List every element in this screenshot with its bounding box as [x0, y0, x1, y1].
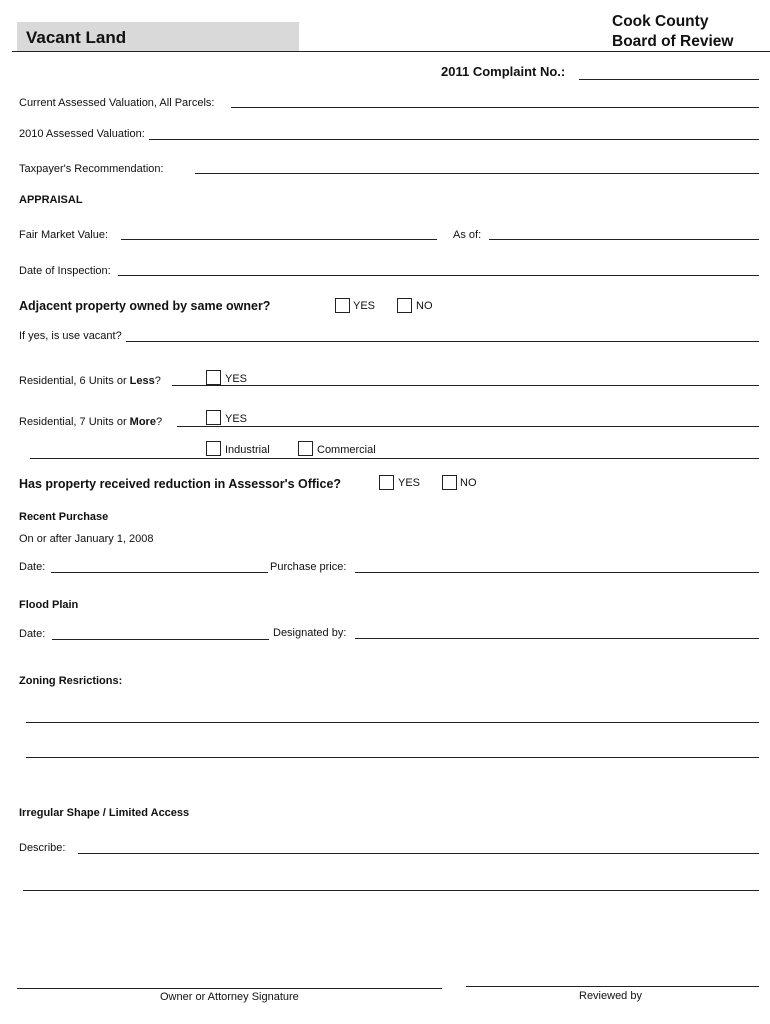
property-type-line [30, 458, 759, 459]
flood-date-label: Date: [19, 628, 46, 640]
assessed-2010-label: 2010 Assessed Valuation: [19, 128, 145, 140]
adjacent-yes-checkbox[interactable] [335, 298, 350, 313]
as-of-label: As of: [453, 229, 482, 241]
header-divider [12, 51, 770, 52]
residential-6-yes-checkbox[interactable] [206, 370, 221, 385]
adjacent-no-label: NO [416, 300, 433, 312]
fair-market-value-label: Fair Market Value: [19, 229, 109, 241]
adjacent-no-checkbox[interactable] [397, 298, 412, 313]
describe-field-line1[interactable] [78, 853, 759, 854]
org-name-line1: Cook County [612, 13, 709, 30]
purchase-date-label: Date: [19, 561, 46, 573]
date-of-inspection-label: Date of Inspection: [19, 265, 111, 277]
residential-7-field[interactable] [177, 426, 759, 427]
flood-plain-heading: Flood Plain [19, 599, 79, 611]
reviewed-by-label: Reviewed by [579, 990, 642, 1002]
designated-by-label: Designated by: [273, 627, 347, 639]
purchase-price-label: Purchase price: [270, 561, 347, 573]
complaint-number-field[interactable] [579, 79, 759, 80]
fair-market-value-field[interactable] [121, 239, 437, 240]
as-of-field[interactable] [489, 239, 759, 240]
describe-label: Describe: [19, 842, 66, 854]
industrial-label: Industrial [225, 444, 270, 456]
describe-field-line2[interactable] [23, 890, 759, 891]
residential-6-label: Residential, 6 Units or Less? [19, 375, 161, 387]
reduction-yes-checkbox[interactable] [379, 475, 394, 490]
zoning-field-line2[interactable] [26, 757, 759, 758]
residential-7-label: Residential, 7 Units or More? [19, 416, 163, 428]
appraisal-heading: APPRAISAL [19, 194, 83, 206]
adjacent-yes-label: YES [353, 300, 376, 312]
reduction-question: Has property received reduction in Assessor's Office? [19, 477, 342, 491]
assessed-2010-field[interactable] [149, 139, 759, 140]
reduction-yes-label: YES [398, 477, 421, 489]
designated-by-field[interactable] [355, 638, 759, 639]
zoning-heading: Zoning Resrictions: [19, 675, 123, 687]
signature-label: Owner or Attorney Signature [160, 991, 299, 1003]
org-name-line2: Board of Review [612, 33, 734, 50]
signature-line[interactable] [17, 988, 442, 989]
complaint-number-label: 2011 Complaint No.: [441, 64, 566, 79]
if-yes-vacant-field[interactable] [126, 341, 759, 342]
purchase-price-field[interactable] [355, 572, 759, 573]
adjacent-property-question: Adjacent property owned by same owner? [19, 299, 271, 313]
residential-6-yes-label: YES [225, 373, 248, 385]
residential-7-yes-label: YES [225, 413, 248, 425]
current-assessed-label: Current Assessed Valuation, All Parcels: [19, 97, 215, 109]
commercial-checkbox[interactable] [298, 441, 313, 456]
recent-purchase-heading: Recent Purchase [19, 511, 109, 523]
taxpayer-recommendation-label: Taxpayer's Recommendation: [19, 163, 164, 175]
residential-6-field[interactable] [172, 385, 759, 386]
irregular-shape-heading: Irregular Shape / Limited Access [19, 807, 190, 819]
current-assessed-field[interactable] [231, 107, 759, 108]
flood-date-field[interactable] [52, 639, 269, 640]
reduction-no-label: NO [460, 477, 477, 489]
taxpayer-recommendation-field[interactable] [195, 173, 759, 174]
industrial-checkbox[interactable] [206, 441, 221, 456]
form-title: Vacant Land [26, 28, 127, 47]
residential-7-yes-checkbox[interactable] [206, 410, 221, 425]
zoning-field-line1[interactable] [26, 722, 759, 723]
reviewed-by-line[interactable] [466, 986, 759, 987]
purchase-date-field[interactable] [51, 572, 268, 573]
if-yes-vacant-label: If yes, is use vacant? [19, 330, 122, 342]
commercial-label: Commercial [317, 444, 376, 456]
reduction-no-checkbox[interactable] [442, 475, 457, 490]
recent-purchase-subheading: On or after January 1, 2008 [19, 533, 154, 545]
date-of-inspection-field[interactable] [118, 275, 759, 276]
